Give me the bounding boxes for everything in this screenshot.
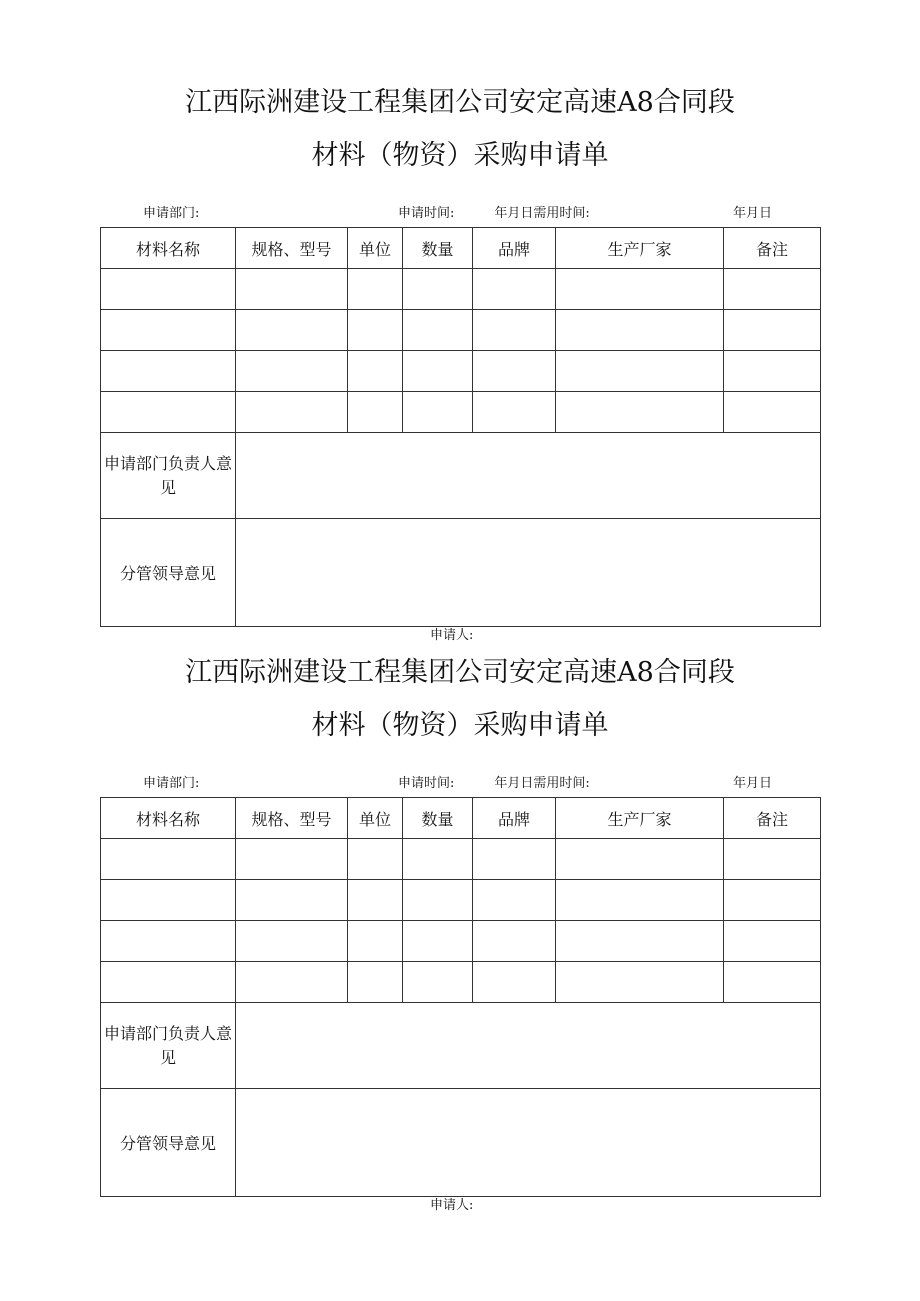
cell[interactable] (473, 269, 556, 310)
form-title-line2: 材料（物资）采购申请单 (311, 710, 609, 741)
table-row (101, 839, 821, 880)
table-row (101, 392, 821, 433)
cell[interactable] (101, 962, 236, 1003)
cell[interactable] (556, 921, 724, 962)
dept-head-opinion-label: 申请部门负责人意见 (103, 1023, 232, 1067)
materials-table (100, 797, 821, 1197)
dept-head-opinion-row (101, 433, 821, 519)
cell[interactable] (473, 962, 556, 1003)
cell[interactable] (403, 310, 473, 351)
dept-head-opinion-label-cell (101, 1003, 236, 1089)
applicant-label: 申请人: (430, 628, 474, 643)
cell[interactable] (556, 269, 724, 310)
cell[interactable] (101, 392, 236, 433)
col-header-unit: 单位 (348, 798, 403, 839)
cell[interactable] (556, 351, 724, 392)
dept-head-opinion-field[interactable] (236, 1003, 821, 1089)
apply-time-line (398, 205, 590, 223)
cell[interactable] (348, 880, 403, 921)
table-row (101, 962, 821, 1003)
cell[interactable] (236, 962, 348, 1003)
cell[interactable] (348, 269, 403, 310)
cell[interactable] (348, 839, 403, 880)
cell[interactable] (236, 880, 348, 921)
leader-opinion-label: 分管领导意见 (101, 1089, 236, 1197)
col-header-manufacturer: 生产厂家 (556, 798, 724, 839)
cell[interactable] (556, 962, 724, 1003)
cell[interactable] (403, 839, 473, 880)
cell[interactable] (473, 839, 556, 880)
cell[interactable] (556, 310, 724, 351)
cell[interactable] (101, 839, 236, 880)
table-row (101, 880, 821, 921)
cell[interactable] (403, 962, 473, 1003)
materials-table (100, 227, 821, 627)
cell[interactable] (473, 880, 556, 921)
cell[interactable] (724, 392, 821, 433)
table-row (101, 351, 821, 392)
col-header-manufacturer: 生产厂家 (556, 228, 724, 269)
applicant-label: 申请人: (430, 1198, 474, 1213)
col-header-quantity: 数量 (403, 798, 473, 839)
apply-time-line (398, 775, 590, 793)
form-title-line1: 江西际洲建设工程集团公司安定高速A8合同段 (185, 87, 735, 118)
col-header-brand: 品牌 (473, 798, 556, 839)
col-header-spec-model: 规格、型号 (236, 798, 348, 839)
cell[interactable] (348, 921, 403, 962)
need-time-label: 年月日需用时间: (494, 206, 590, 221)
dept-head-opinion-row (101, 1003, 821, 1089)
cell[interactable] (101, 351, 236, 392)
col-header-quantity: 数量 (403, 228, 473, 269)
leader-opinion-label: 分管领导意见 (101, 519, 236, 627)
leader-opinion-row (101, 1089, 821, 1197)
cell[interactable] (556, 839, 724, 880)
col-header-brand: 品牌 (473, 228, 556, 269)
table-header-row (101, 228, 821, 269)
cell[interactable] (724, 962, 821, 1003)
cell[interactable] (403, 392, 473, 433)
cell[interactable] (236, 310, 348, 351)
col-header-remarks: 备注 (724, 228, 821, 269)
cell[interactable] (724, 351, 821, 392)
cell[interactable] (556, 392, 724, 433)
table-header-row (101, 798, 821, 839)
cell[interactable] (724, 839, 821, 880)
cell[interactable] (236, 351, 348, 392)
cell[interactable] (724, 921, 821, 962)
cell[interactable] (724, 880, 821, 921)
cell[interactable] (403, 880, 473, 921)
cell[interactable] (724, 269, 821, 310)
cell[interactable] (101, 921, 236, 962)
apply-time-label: 申请时间: (398, 776, 455, 791)
col-header-spec-model: 规格、型号 (236, 228, 348, 269)
cell[interactable] (236, 921, 348, 962)
purchase-request-form-1 (0, 0, 920, 643)
table-row (101, 921, 821, 962)
cell[interactable] (236, 839, 348, 880)
cell[interactable] (473, 351, 556, 392)
col-header-remarks: 备注 (724, 798, 821, 839)
cell[interactable] (101, 310, 236, 351)
cell[interactable] (236, 392, 348, 433)
table-row (101, 269, 821, 310)
need-time-label: 年月日需用时间: (494, 776, 590, 791)
cell[interactable] (403, 921, 473, 962)
cell[interactable] (348, 310, 403, 351)
cell[interactable] (724, 310, 821, 351)
apply-dept-label: 申请部门: (143, 206, 200, 221)
cell[interactable] (101, 880, 236, 921)
need-date-label: 年月日 (733, 206, 773, 221)
table-row (101, 310, 821, 351)
dept-head-opinion-label-cell (101, 433, 236, 519)
cell[interactable] (348, 392, 403, 433)
cell[interactable] (236, 269, 348, 310)
col-header-material-name: 材料名称 (101, 228, 236, 269)
purchase-request-form-2 (0, 570, 920, 1213)
apply-dept-label: 申请部门: (143, 776, 200, 791)
form-title-line1: 江西际洲建设工程集团公司安定高速A8合同段 (185, 657, 735, 688)
col-header-unit: 单位 (348, 228, 403, 269)
cell[interactable] (348, 962, 403, 1003)
cell[interactable] (473, 921, 556, 962)
form-title-line2: 材料（物资）采购申请单 (311, 140, 609, 171)
cell[interactable] (403, 269, 473, 310)
cell[interactable] (473, 392, 556, 433)
cell[interactable] (348, 351, 403, 392)
dept-head-opinion-field[interactable] (236, 433, 821, 519)
cell[interactable] (556, 880, 724, 921)
dept-head-opinion-label: 申请部门负责人意见 (103, 453, 232, 497)
col-header-material-name: 材料名称 (101, 798, 236, 839)
leader-opinion-field[interactable] (236, 1089, 821, 1197)
cell[interactable] (403, 351, 473, 392)
cell[interactable] (473, 310, 556, 351)
cell[interactable] (101, 269, 236, 310)
need-date-label: 年月日 (733, 776, 773, 791)
apply-time-label: 申请时间: (398, 206, 455, 221)
